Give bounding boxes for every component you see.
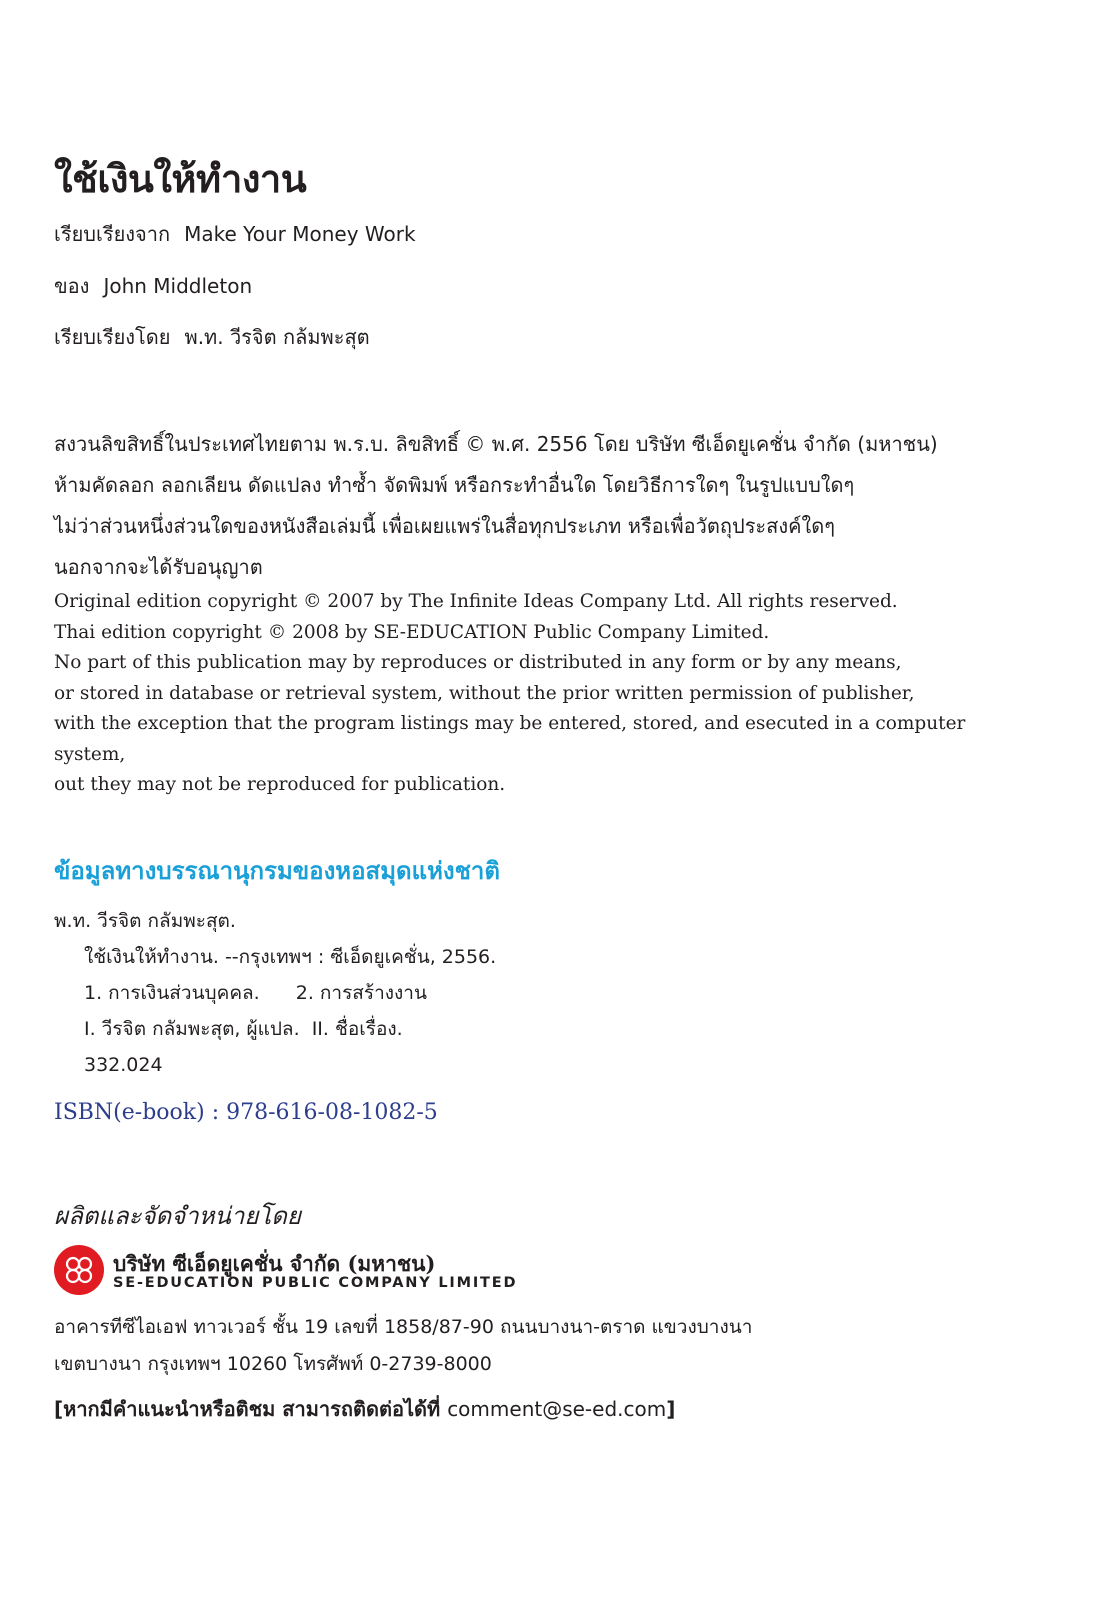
- comment-contact: [54, 1393, 675, 1425]
- address-line: อาคารทีซีไอเอฟ ทาวเวอร์ ชั้น 19 เลขที่ 1858/87-90 ถนนบางนา-ตราด แขวงบางนา: [54, 1316, 753, 1338]
- publisher-name-english: SE-EDUCATION PUBLIC COMPANY LIMITED: [113, 1275, 518, 1291]
- publisher-intro: ผลิตและจัดจำหน่ายโดย: [54, 1202, 301, 1230]
- cip-title: ใช้เงินให้ทำงาน. --กรุงเทพฯ : ซีเอ็ดยูเคชั่น, 2556.: [84, 946, 497, 968]
- copyright-english-line: with the exception that the program listings may be entered, stored, and esecuted in a computer: [54, 713, 966, 734]
- copyright-thai-block: [54, 424, 938, 588]
- adapted-from-label: เรียบเรียงจาก: [54, 222, 171, 246]
- copyright-english-line: or stored in database or retrieval system, without the prior written permission of publisher,: [54, 682, 915, 704]
- translator-label: เรียบเรียงโดย: [54, 325, 171, 349]
- cip-added-entry: I. วีรจิต กลัมพะสุต, ผู้แปล.: [84, 1018, 300, 1040]
- cip-classification: 332.024: [84, 1054, 163, 1076]
- cip-added-entries: [54, 1011, 496, 1047]
- adapted-from-line: [54, 218, 416, 250]
- translator-line: [54, 321, 370, 353]
- author-line: [54, 270, 252, 302]
- copyright-thai-line: ห้ามคัดลอก ลอกเลียน ดัดแปลง ทำซ้ำ จัดพิมพ์ หรือกระทำอื่นใด โดยวิธีการใดๆ ในรูปแบบใดๆ: [54, 473, 855, 497]
- copyright-english-line: No part of this publication may by reproduces or distributed in any form or by any means,: [54, 652, 902, 673]
- cataloging-in-publication: [54, 903, 496, 1083]
- comment-close: ]: [666, 1397, 676, 1421]
- isbn: ISBN(e-book) : 978-616-08-1082-5: [54, 1100, 438, 1125]
- library-cataloging-heading: ข้อมูลทางบรรณานุกรมของหอสมุดแห่งชาติ: [54, 856, 500, 885]
- publisher-address: [54, 1309, 752, 1383]
- copyright-english-line: out they may not be reproduced for publication.: [54, 774, 506, 795]
- address-line: เขตบางนา กรุงเทพฯ 10260 โทรศัพท์ 0-2739-8000: [54, 1353, 492, 1375]
- se-ed-logo-icon: [54, 1245, 104, 1295]
- cip-added-entry: II. ชื่อเรื่อง.: [311, 1018, 403, 1040]
- comment-text: [หากมีคำแนะนำหรือติชม สามารถติดต่อได้ที่: [54, 1397, 448, 1421]
- translator-name: พ.ท. วีรจิต กล้มพะสุต: [184, 325, 370, 349]
- original-title: Make Your Money Work: [184, 222, 416, 246]
- publisher-name-thai: บริษัท ซีเอ็ดยูเคชั่น จำกัด (มหาชน): [113, 1251, 436, 1276]
- comment-email-link[interactable]: comment@se-ed.com: [447, 1397, 667, 1421]
- author-label: ของ: [54, 274, 90, 298]
- se-ed-logo-mark: [63, 1254, 95, 1286]
- copyright-english-line: system,: [54, 743, 126, 765]
- copyright-english-block: [54, 587, 965, 801]
- cip-subjects: [54, 975, 496, 1011]
- copyright-thai-line: นอกจากจะได้รับอนุญาต: [54, 555, 263, 579]
- cip-subject: 1. การเงินส่วนบุคคล.: [84, 982, 260, 1004]
- copyright-english-line: Original edition copyright © 2007 by The Infinite Ideas Company Ltd. All rights reserved.: [54, 591, 898, 612]
- author-name: John Middleton: [103, 274, 253, 298]
- cip-subject: 2. การสร้างงาน: [295, 982, 427, 1004]
- copyright-thai-line: สงวนลิขสิทธิ์ในประเทศไทยตาม พ.ร.บ. ลิขสิทธิ์ © พ.ศ. 2556 โดย บริษัท ซีเอ็ดยูเคชั่น จำกัด (มหาชน): [54, 432, 938, 456]
- book-title: ใช้เงินให้ทำงาน: [54, 157, 307, 201]
- copyright-english-line: Thai edition copyright © 2008 by SE-EDUCATION Public Company Limited.: [54, 621, 770, 643]
- cip-author: พ.ท. วีรจิต กลัมพะสุต.: [54, 910, 236, 932]
- copyright-thai-line: ไม่ว่าส่วนหนึ่งส่วนใดของหนังสือเล่มนี้ เพื่อเผยแพร่ในสื่อทุกประเภท หรือเพื่อวัตถุประสงค์ใดๆ: [54, 514, 836, 538]
